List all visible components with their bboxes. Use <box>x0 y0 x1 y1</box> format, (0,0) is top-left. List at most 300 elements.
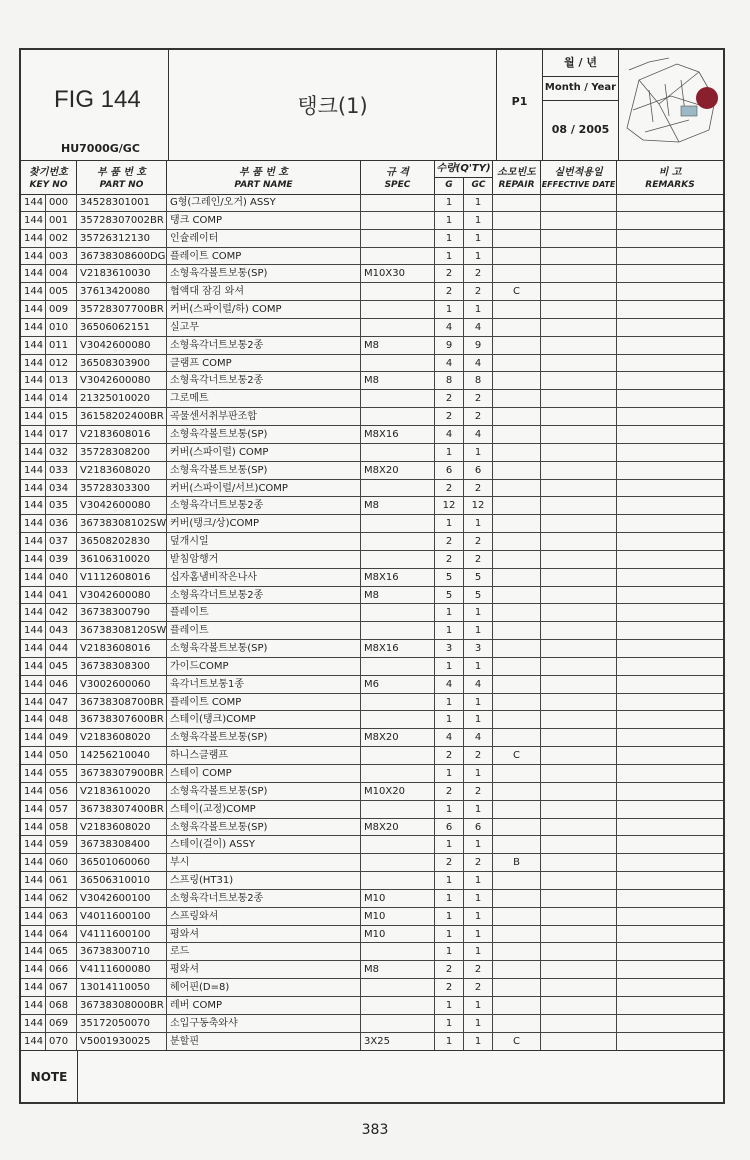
table-row <box>21 997 723 1015</box>
row-part-no: 13014110050 <box>77 979 167 996</box>
table-row <box>21 961 723 979</box>
row-part-no: 36738307400BR <box>77 801 167 818</box>
row-qty-g: 2 <box>435 408 464 425</box>
row-key-no: 060 <box>46 854 77 871</box>
table-row <box>21 801 723 819</box>
row-effective-date <box>541 801 617 818</box>
row-part-name: 스테이(탱크)COMP <box>167 711 361 728</box>
row-qty-g: 2 <box>435 283 464 300</box>
row-spec: 3X25 <box>361 1033 435 1050</box>
row-part-name: 육각너트보통1종 <box>167 676 361 693</box>
row-qty-g: 4 <box>435 319 464 336</box>
row-spec <box>361 997 435 1014</box>
row-qty-g: 1 <box>435 908 464 925</box>
row-part-no: 34528301001 <box>77 194 167 211</box>
row-remarks <box>617 587 723 604</box>
row-fig: 144 <box>21 212 46 229</box>
row-part-no: 35726312130 <box>77 230 167 247</box>
row-key-no: 017 <box>46 426 77 443</box>
row-effective-date <box>541 640 617 657</box>
row-qty-g: 1 <box>435 301 464 318</box>
page-indicator: P1 <box>511 95 528 108</box>
row-part-no: V3042600100 <box>77 890 167 907</box>
month-year-label-en: Month / Year <box>543 76 618 101</box>
machine-illustration <box>619 50 723 160</box>
row-repair <box>493 480 541 497</box>
table-row <box>21 640 723 658</box>
table-row <box>21 890 723 908</box>
row-spec <box>361 604 435 621</box>
row-key-no: 003 <box>46 248 77 265</box>
row-remarks <box>617 480 723 497</box>
row-qty-g: 1 <box>435 212 464 229</box>
row-part-name: 소형육각볼트보통(SP) <box>167 426 361 443</box>
row-part-no: 36738308120SW <box>77 622 167 639</box>
row-key-no: 055 <box>46 765 77 782</box>
row-qty-gc: 6 <box>464 462 493 479</box>
row-remarks <box>617 979 723 996</box>
row-effective-date <box>541 622 617 639</box>
model-name: HU7000G/GC <box>61 142 140 155</box>
row-part-name: 소형육각볼트보통(SP) <box>167 640 361 657</box>
row-qty-g: 2 <box>435 961 464 978</box>
row-key-no: 070 <box>46 1033 77 1050</box>
combine-harvester-icon <box>619 50 723 160</box>
row-repair <box>493 711 541 728</box>
row-remarks <box>617 355 723 372</box>
table-row <box>21 908 723 926</box>
row-qty-g: 2 <box>435 854 464 871</box>
row-part-name: 플레이트 COMP <box>167 248 361 265</box>
table-row <box>21 711 723 729</box>
row-fig: 144 <box>21 676 46 693</box>
row-qty-gc: 4 <box>464 355 493 372</box>
row-repair <box>493 515 541 532</box>
row-qty-gc: 1 <box>464 515 493 532</box>
row-remarks <box>617 248 723 265</box>
row-repair <box>493 355 541 372</box>
row-qty-g: 1 <box>435 890 464 907</box>
row-part-no: V2183608016 <box>77 640 167 657</box>
row-repair <box>493 729 541 746</box>
row-qty-gc: 1 <box>464 301 493 318</box>
row-remarks <box>617 872 723 889</box>
table-row <box>21 390 723 408</box>
row-fig: 144 <box>21 729 46 746</box>
row-effective-date <box>541 480 617 497</box>
table-row <box>21 658 723 676</box>
col-repair: 소모빈도 REPAIR <box>493 160 541 194</box>
row-fig: 144 <box>21 979 46 996</box>
row-fig: 144 <box>21 194 46 211</box>
row-repair: B <box>493 854 541 871</box>
table-row <box>21 926 723 944</box>
row-part-name: 소형육각너트보통2종 <box>167 372 361 389</box>
row-part-no: V2183608020 <box>77 729 167 746</box>
row-part-no: 36738307900BR <box>77 765 167 782</box>
row-spec: M8X16 <box>361 569 435 586</box>
row-qty-g: 2 <box>435 747 464 764</box>
column-header <box>21 160 723 195</box>
row-repair <box>493 890 541 907</box>
row-remarks <box>617 301 723 318</box>
row-repair <box>493 926 541 943</box>
row-remarks <box>617 801 723 818</box>
col-qty: 수량(Q'TY) G GC <box>435 160 493 194</box>
row-key-no: 012 <box>46 355 77 372</box>
row-remarks <box>617 961 723 978</box>
row-spec: M8 <box>361 961 435 978</box>
row-qty-gc: 1 <box>464 997 493 1014</box>
row-key-no: 056 <box>46 783 77 800</box>
table-row <box>21 230 723 248</box>
table-row <box>21 569 723 587</box>
row-key-no: 005 <box>46 283 77 300</box>
row-qty-g: 2 <box>435 265 464 282</box>
row-part-name: 소형육각너트보통2종 <box>167 890 361 907</box>
row-spec: M8 <box>361 337 435 354</box>
row-effective-date <box>541 765 617 782</box>
row-qty-gc: 3 <box>464 640 493 657</box>
row-qty-gc: 2 <box>464 265 493 282</box>
row-remarks <box>617 337 723 354</box>
row-qty-gc: 8 <box>464 372 493 389</box>
row-key-no: 068 <box>46 997 77 1014</box>
row-part-name: 인슐레이터 <box>167 230 361 247</box>
row-spec <box>361 533 435 550</box>
row-qty-gc: 1 <box>464 1015 493 1032</box>
row-fig: 144 <box>21 426 46 443</box>
row-part-name: 그로메트 <box>167 390 361 407</box>
row-remarks <box>617 515 723 532</box>
row-repair <box>493 390 541 407</box>
row-qty-gc: 4 <box>464 676 493 693</box>
row-qty-g: 12 <box>435 497 464 514</box>
row-key-no: 057 <box>46 801 77 818</box>
row-key-no: 063 <box>46 908 77 925</box>
row-effective-date <box>541 729 617 746</box>
row-remarks <box>617 711 723 728</box>
row-remarks <box>617 462 723 479</box>
row-part-name: 소형육각너트보통2종 <box>167 497 361 514</box>
row-part-no: 36738307600BR <box>77 711 167 728</box>
row-qty-gc: 2 <box>464 854 493 871</box>
table-row <box>21 194 723 212</box>
row-remarks <box>617 854 723 871</box>
row-qty-g: 2 <box>435 551 464 568</box>
row-fig: 144 <box>21 872 46 889</box>
row-remarks <box>617 783 723 800</box>
row-qty-gc: 1 <box>464 230 493 247</box>
table-row <box>21 408 723 426</box>
row-spec <box>361 836 435 853</box>
row-part-no: V4011600100 <box>77 908 167 925</box>
row-repair <box>493 497 541 514</box>
table-row <box>21 765 723 783</box>
row-key-no: 058 <box>46 819 77 836</box>
table-row <box>21 587 723 605</box>
row-repair <box>493 622 541 639</box>
table-row <box>21 497 723 515</box>
row-part-no: V2183608020 <box>77 819 167 836</box>
row-qty-g: 5 <box>435 569 464 586</box>
row-effective-date <box>541 301 617 318</box>
row-key-no: 015 <box>46 408 77 425</box>
row-qty-gc: 1 <box>464 194 493 211</box>
row-part-name: 소형육각볼트보통(SP) <box>167 462 361 479</box>
row-qty-gc: 4 <box>464 729 493 746</box>
row-part-name: 스테이(고정)COMP <box>167 801 361 818</box>
row-fig: 144 <box>21 801 46 818</box>
row-repair <box>493 801 541 818</box>
table-row <box>21 301 723 319</box>
table-row <box>21 462 723 480</box>
row-part-no: 36738308400 <box>77 836 167 853</box>
row-repair <box>493 979 541 996</box>
row-spec: M8X20 <box>361 729 435 746</box>
row-qty-g: 9 <box>435 337 464 354</box>
row-qty-g: 2 <box>435 390 464 407</box>
row-spec <box>361 515 435 532</box>
row-qty-gc: 1 <box>464 444 493 461</box>
row-part-no: V4111600080 <box>77 961 167 978</box>
row-effective-date <box>541 533 617 550</box>
row-repair <box>493 836 541 853</box>
row-spec: M8 <box>361 497 435 514</box>
col-key-no: 찾기번호 KEY NO <box>21 160 77 194</box>
table-row <box>21 943 723 961</box>
row-effective-date <box>541 444 617 461</box>
row-qty-g: 6 <box>435 462 464 479</box>
row-fig: 144 <box>21 1015 46 1032</box>
row-spec <box>361 194 435 211</box>
row-remarks <box>617 604 723 621</box>
row-spec: M8X16 <box>361 640 435 657</box>
row-remarks <box>617 283 723 300</box>
row-repair <box>493 444 541 461</box>
row-qty-gc: 1 <box>464 801 493 818</box>
row-spec <box>361 480 435 497</box>
table-row <box>21 979 723 997</box>
row-remarks <box>617 1033 723 1050</box>
row-fig: 144 <box>21 248 46 265</box>
row-effective-date <box>541 783 617 800</box>
row-fig: 144 <box>21 854 46 871</box>
row-fig: 144 <box>21 694 46 711</box>
row-spec <box>361 979 435 996</box>
sheet-header <box>21 50 723 161</box>
row-repair <box>493 658 541 675</box>
row-spec <box>361 854 435 871</box>
row-remarks <box>617 408 723 425</box>
row-spec: M10 <box>361 908 435 925</box>
parts-table-body <box>21 194 723 1051</box>
row-key-no: 067 <box>46 979 77 996</box>
row-repair: C <box>493 1033 541 1050</box>
row-remarks <box>617 319 723 336</box>
row-part-name: 로드 <box>167 943 361 960</box>
row-fig: 144 <box>21 640 46 657</box>
row-spec <box>361 390 435 407</box>
row-part-no: 36738308300 <box>77 658 167 675</box>
row-remarks <box>617 765 723 782</box>
row-effective-date <box>541 604 617 621</box>
row-part-no: V5001930025 <box>77 1033 167 1050</box>
row-effective-date <box>541 961 617 978</box>
row-remarks <box>617 569 723 586</box>
col-part-name: 부 품 번 호 PART NAME <box>167 160 361 194</box>
row-repair <box>493 337 541 354</box>
row-fig: 144 <box>21 462 46 479</box>
row-effective-date <box>541 979 617 996</box>
row-remarks <box>617 444 723 461</box>
row-repair <box>493 943 541 960</box>
row-effective-date <box>541 248 617 265</box>
row-qty-gc: 4 <box>464 426 493 443</box>
row-part-no: 36738300710 <box>77 943 167 960</box>
row-effective-date <box>541 1015 617 1032</box>
row-part-no: 14256210040 <box>77 747 167 764</box>
row-fig: 144 <box>21 1033 46 1050</box>
row-qty-g: 1 <box>435 872 464 889</box>
row-remarks <box>617 640 723 657</box>
row-qty-gc: 1 <box>464 890 493 907</box>
row-effective-date <box>541 926 617 943</box>
row-repair <box>493 765 541 782</box>
row-qty-g: 1 <box>435 194 464 211</box>
row-key-no: 048 <box>46 711 77 728</box>
row-qty-g: 2 <box>435 783 464 800</box>
row-part-name: 가이드COMP <box>167 658 361 675</box>
row-part-name: 소형육각볼트보통(SP) <box>167 783 361 800</box>
row-part-name: 부시 <box>167 854 361 871</box>
row-fig: 144 <box>21 961 46 978</box>
row-key-no: 032 <box>46 444 77 461</box>
row-qty-g: 2 <box>435 480 464 497</box>
row-qty-gc: 6 <box>464 819 493 836</box>
row-effective-date <box>541 372 617 389</box>
figure-number: FIG 144 <box>54 86 141 113</box>
row-repair <box>493 819 541 836</box>
row-key-no: 001 <box>46 212 77 229</box>
row-part-no: V2183610030 <box>77 265 167 282</box>
row-key-no: 046 <box>46 676 77 693</box>
row-effective-date <box>541 212 617 229</box>
row-spec: M8X16 <box>361 426 435 443</box>
row-qty-gc: 1 <box>464 1033 493 1050</box>
row-key-no: 002 <box>46 230 77 247</box>
row-fig: 144 <box>21 622 46 639</box>
row-fig: 144 <box>21 943 46 960</box>
row-remarks <box>617 1015 723 1032</box>
row-key-no: 033 <box>46 462 77 479</box>
row-repair <box>493 319 541 336</box>
row-qty-g: 4 <box>435 729 464 746</box>
row-repair <box>493 1015 541 1032</box>
row-part-name: 협액대 잠김 와셔 <box>167 283 361 300</box>
parts-sheet <box>19 48 725 1104</box>
row-qty-gc: 2 <box>464 961 493 978</box>
row-spec <box>361 747 435 764</box>
row-key-no: 066 <box>46 961 77 978</box>
row-qty-gc: 5 <box>464 587 493 604</box>
row-key-no: 011 <box>46 337 77 354</box>
table-row <box>21 604 723 622</box>
row-part-no: 36506062151 <box>77 319 167 336</box>
table-row <box>21 426 723 444</box>
row-fig: 144 <box>21 658 46 675</box>
table-row <box>21 480 723 498</box>
row-effective-date <box>541 390 617 407</box>
row-repair <box>493 194 541 211</box>
row-repair <box>493 676 541 693</box>
table-row <box>21 819 723 837</box>
row-qty-gc: 2 <box>464 747 493 764</box>
row-repair <box>493 872 541 889</box>
row-part-name: 소형육각볼트보통(SP) <box>167 265 361 282</box>
row-qty-g: 4 <box>435 426 464 443</box>
month-year-cell <box>543 50 619 160</box>
row-spec <box>361 212 435 229</box>
row-part-no: 36508303900 <box>77 355 167 372</box>
row-key-no: 059 <box>46 836 77 853</box>
row-remarks <box>617 926 723 943</box>
row-part-name: 플레이트 <box>167 622 361 639</box>
row-effective-date <box>541 711 617 728</box>
row-spec <box>361 711 435 728</box>
row-qty-g: 1 <box>435 801 464 818</box>
row-effective-date <box>541 836 617 853</box>
row-effective-date <box>541 908 617 925</box>
row-remarks <box>617 622 723 639</box>
row-effective-date <box>541 462 617 479</box>
row-qty-gc: 2 <box>464 533 493 550</box>
row-repair <box>493 265 541 282</box>
row-repair <box>493 997 541 1014</box>
row-remarks <box>617 551 723 568</box>
row-qty-g: 8 <box>435 372 464 389</box>
row-fig: 144 <box>21 587 46 604</box>
table-row <box>21 319 723 337</box>
row-part-name: 커버(탱크/상)COMP <box>167 515 361 532</box>
row-key-no: 042 <box>46 604 77 621</box>
row-spec: M10 <box>361 926 435 943</box>
row-qty-g: 2 <box>435 533 464 550</box>
row-qty-g: 1 <box>435 1015 464 1032</box>
row-repair <box>493 408 541 425</box>
row-effective-date <box>541 587 617 604</box>
table-row <box>21 1033 723 1051</box>
row-part-no: 36501060060 <box>77 854 167 871</box>
row-part-name: 커버(스파이럴) COMP <box>167 444 361 461</box>
table-row <box>21 694 723 712</box>
row-key-no: 037 <box>46 533 77 550</box>
row-part-name: 스테이 COMP <box>167 765 361 782</box>
row-part-name: 실고무 <box>167 319 361 336</box>
table-row <box>21 372 723 390</box>
row-key-no: 069 <box>46 1015 77 1032</box>
row-part-name: 소형육각볼트보통(SP) <box>167 729 361 746</box>
row-repair: C <box>493 747 541 764</box>
row-effective-date <box>541 890 617 907</box>
row-part-name: 곡물센서취부판조합 <box>167 408 361 425</box>
row-effective-date <box>541 194 617 211</box>
row-key-no: 050 <box>46 747 77 764</box>
row-repair <box>493 462 541 479</box>
row-effective-date <box>541 1033 617 1050</box>
row-remarks <box>617 908 723 925</box>
row-key-no: 014 <box>46 390 77 407</box>
